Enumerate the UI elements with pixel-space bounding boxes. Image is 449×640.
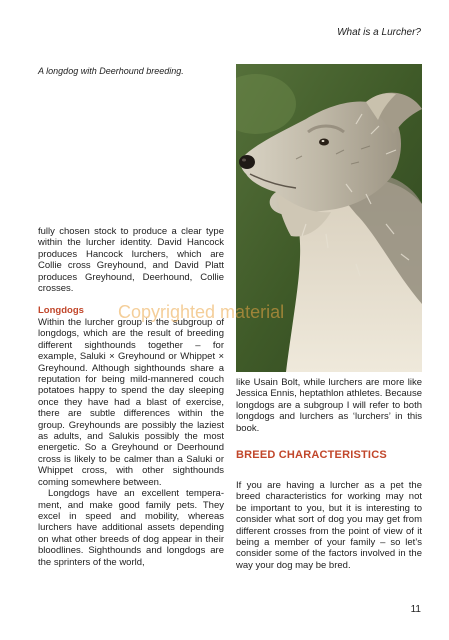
photo-caption: A longdog with Deerhound breeding. (38, 66, 184, 76)
copyright-watermark: Copyrighted material (118, 302, 285, 322)
breed-paragraph: If you are having a lurcher as a pet the breed characteristics for working may not be important to you, but it is interesting to consider what sort of dog you may get from different crosses from the point of view of it being a member of your family – so let’s consider some of the factors involved in the way your dog may be bred. (236, 480, 422, 571)
dog-photo (236, 64, 422, 372)
right-top-paragraph: like Usain Bolt, while lurchers are more like Jessica Ennis, heptathlon athletes. Because longdogs are a subgroup I will refer to both longdogs and lurchers as ‘lurchers’ in this book. (236, 377, 422, 434)
left-top-paragraph-block (38, 226, 224, 294)
longdogs-paragraph-1: Within the lurcher group is the subgroup of longdogs, which are the result of breeding different sighthounds together – for example, Saluki × Greyhound or Whippet × Greyhound. Although sighthounds share a reputation for being mild-mannered couch potatoes happy to spend the day sleeping once they have had a blast of exercise, there are subtle differences within the group. Greyhounds are possibly the laziest as adults, and Salukis possibly the most energetic. So a Greyhound or Deerhound cross is likely to be calmer than a Saluki or Whippet cross, with other sighthounds coming somewhere between. (38, 317, 224, 488)
breed-characteristics-heading: BREED CHARACTERISTICS (236, 449, 387, 461)
running-head: What is a Lurcher? (337, 27, 421, 38)
longdogs-heading: Longdogs (38, 305, 84, 316)
right-top-paragraph-block (236, 377, 422, 434)
longdogs-paragraph-2: Longdogs have an excellent temperament, and make good family pets. They excel in speed and mobility, whereas lurchers have additional assets depending on what other breeds of dog appear in their bloodlines. Sighthounds and longdogs are the sprinters of the world, (38, 488, 224, 568)
longdog-illustration (236, 64, 422, 372)
longdogs-section (38, 305, 224, 568)
left-top-paragraph: fully chosen stock to produce a clear type within the lurcher identity. David Hancock produces Hancock lurchers, which are Collie cross Greyhound, and David Platt produces Greyhound, Deerhound, Collie crosses. (38, 226, 224, 295)
page-number: 11 (410, 604, 421, 615)
breed-paragraph-block (236, 480, 422, 571)
